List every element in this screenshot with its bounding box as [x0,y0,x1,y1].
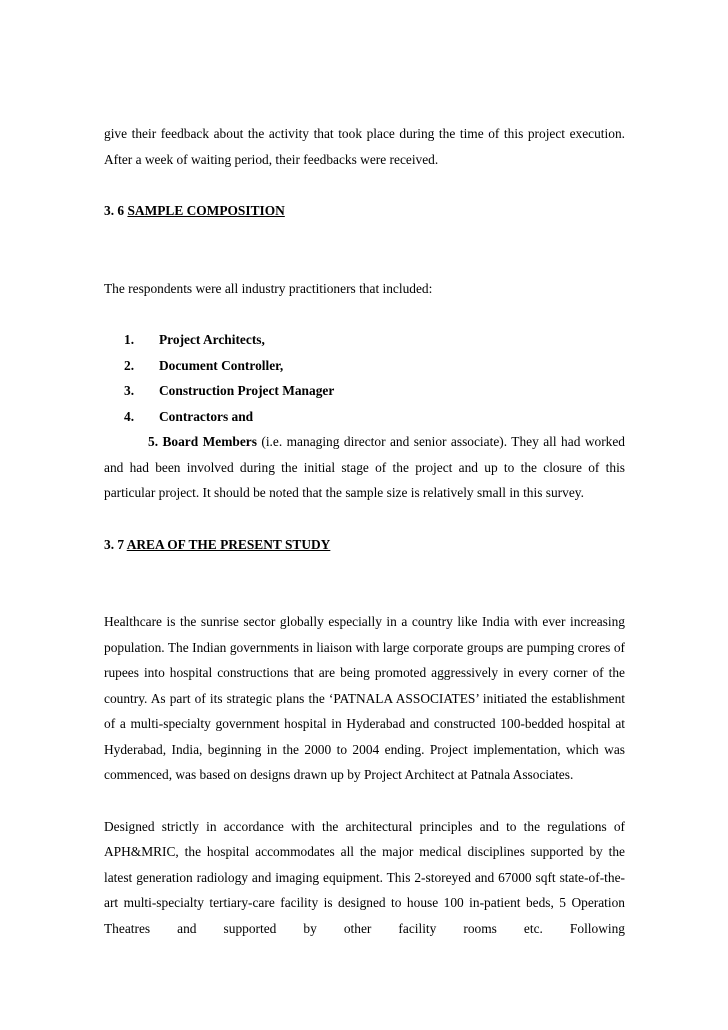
list-item-5-text: (i.e. managing director and senior associate). They all had worked and had been involved during the initial stage of the project and up to the closure of this particular project. It should be noted that the sample size is relatively small in this survey. [104,434,625,500]
section-number: 3. 6 [104,203,125,218]
list-item: 4. Contractors and [124,408,254,424]
section-heading-sample-composition [104,198,625,224]
list-item: 2. Document Controller, [124,357,284,373]
list-item-5-label: 5. Board Members [148,434,257,449]
section-heading-area-of-study [104,532,625,558]
paragraph-feedback: give their feedback about the activity that took place during the time of this project execution. After a week of waiting period, their feedbacks were received. [104,126,625,167]
list-item: 1. Project Architects, [124,332,265,347]
section-title: AREA OF THE PRESENT STUDY [126,536,331,552]
paragraph-design: Designed strictly in accordance with the architectural principles and to the regulations of APH&MRIC, the hospital accommodates all the major medical disciplines supported by the latest generation radiology and imaging equipment. This 2-storeyed and 67000 sqft state-of-the-art multi-specialty tertiary-care facility is designed to house 100 in-patient beds, 5 Operation Theatres and supported by other facility rooms etc. Following [104,818,625,936]
list-item: 3. Construction Project Manager [124,383,335,398]
section-number: 3. 7 [104,536,125,552]
section-title: SAMPLE COMPOSITION [127,203,285,218]
document-page [104,121,625,967]
paragraph-healthcare: Healthcare is the sunrise sector globally especially in a country like India with ever increasing population. The Indian governments in liaison with large corporate groups are pumping crores of rupees into hospital constructions that are being promoted aggressively in every corner of the country. As part of its strategic plans the ‘PATNALA ASSOCIATES’ initiated the establishment of a multi-specialty government hospital in Hyderabad and constructed 100-bedded hospital at Hyderabad, India, beginning in the 2000 to 2004 ending. Project implementation, which was commenced, was based on designs drawn up by Project Architect at Patnala Associates. [104,614,625,782]
respondent-list [104,327,625,429]
paragraph-respondents: The respondents were all industry practitioners that included: [104,280,433,296]
paragraph-board-members [104,429,625,506]
